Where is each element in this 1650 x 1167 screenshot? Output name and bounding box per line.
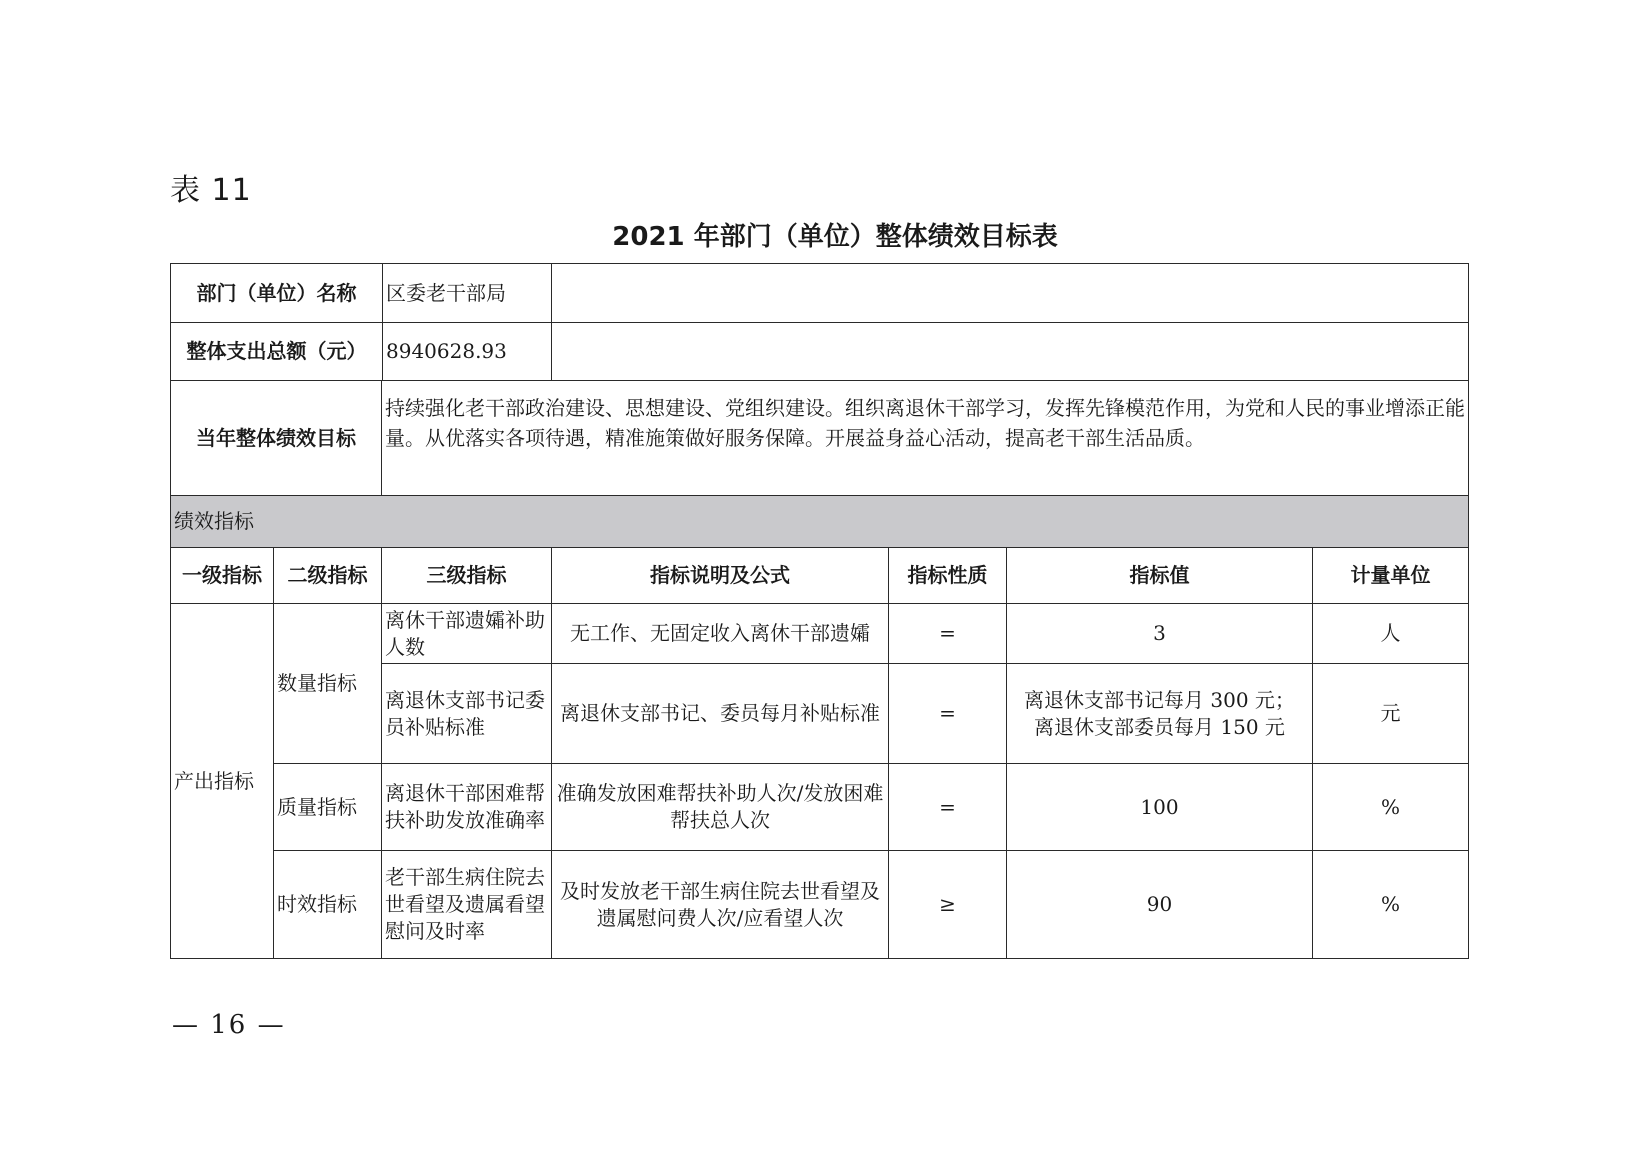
- table-row: [171, 851, 1469, 959]
- total-spend-value: 8940628.93: [386, 339, 507, 363]
- desc-cell: 准确发放困难帮扶补助人次/发放困难帮扶总人次: [552, 764, 889, 851]
- unit-cell: %: [1313, 851, 1469, 959]
- unit-cell: 元: [1313, 664, 1469, 764]
- document-title: 2021 年部门（单位）整体绩效目标表: [612, 222, 1058, 252]
- performance-goal-table: [170, 263, 1469, 959]
- level1-cell: 产出指标: [171, 604, 274, 959]
- value-cell: [1007, 664, 1313, 764]
- value-line: 离退休支部委员每月 150 元: [1034, 714, 1285, 739]
- table-row: [171, 764, 1469, 851]
- section-label: 绩效指标: [171, 496, 1469, 548]
- total-spend-row: [171, 323, 1469, 381]
- level3-cell: 离退休干部困难帮扶补助发放准确率: [382, 764, 552, 851]
- annual-goal-row: [171, 381, 1469, 496]
- section-header-row: [171, 496, 1469, 548]
- nature-cell: =: [889, 764, 1007, 851]
- desc-cell: 及时发放老干部生病住院去世看望及遗属慰问费人次/应看望人次: [552, 851, 889, 959]
- total-spend-label: 整体支出总额（元）: [171, 323, 383, 380]
- level3-cell: 离退休支部书记委员补贴标准: [382, 664, 552, 764]
- table-row: [171, 604, 1469, 664]
- level3-cell: 老干部生病住院去世看望及遗属看望慰问及时率: [382, 851, 552, 959]
- col-value: 指标值: [1007, 548, 1313, 604]
- col-level2: 二级指标: [274, 548, 382, 604]
- nature-cell: =: [889, 664, 1007, 764]
- table-number: 表 11: [170, 173, 252, 208]
- group-quantity: 数量指标: [274, 604, 382, 764]
- value-cell: 100: [1007, 764, 1313, 851]
- unit-cell: 人: [1313, 604, 1469, 664]
- dept-name-label: 部门（单位）名称: [171, 264, 383, 322]
- value-cell: 3: [1007, 604, 1313, 664]
- desc-cell: 无工作、无固定收入离休干部遗孀: [552, 604, 889, 664]
- dept-name-row: [171, 264, 1469, 323]
- col-nature: 指标性质: [889, 548, 1007, 604]
- value-cell: 90: [1007, 851, 1313, 959]
- level3-cell: 离休干部遗孀补助人数: [382, 604, 552, 664]
- page-number: — 16 —: [172, 1010, 286, 1040]
- col-desc: 指标说明及公式: [552, 548, 889, 604]
- nature-cell: =: [889, 604, 1007, 664]
- desc-cell: 离退休支部书记、委员每月补贴标准: [552, 664, 889, 764]
- col-level3: 三级指标: [382, 548, 552, 604]
- group-quality: 质量指标: [274, 764, 382, 851]
- annual-goal-value: 持续强化老干部政治建设、思想建设、党组织建设。组织离退休干部学习，发挥先锋模范作用，为党和人民的事业增添正能量。从优落实各项待遇，精准施策做好服务保障。开展益身益心活动，提高老干部生活品质。: [382, 381, 1469, 496]
- col-level1: 一级指标: [171, 548, 274, 604]
- dept-name-value: 区委老干部局: [386, 280, 506, 305]
- col-unit: 计量单位: [1313, 548, 1469, 604]
- value-line: 离退休支部书记每月 300 元；: [1024, 687, 1295, 712]
- nature-cell: ≥: [889, 851, 1007, 959]
- group-timeliness: 时效指标: [274, 851, 382, 959]
- annual-goal-label: 当年整体绩效目标: [171, 381, 382, 496]
- unit-cell: %: [1313, 764, 1469, 851]
- column-header-row: [171, 548, 1469, 604]
